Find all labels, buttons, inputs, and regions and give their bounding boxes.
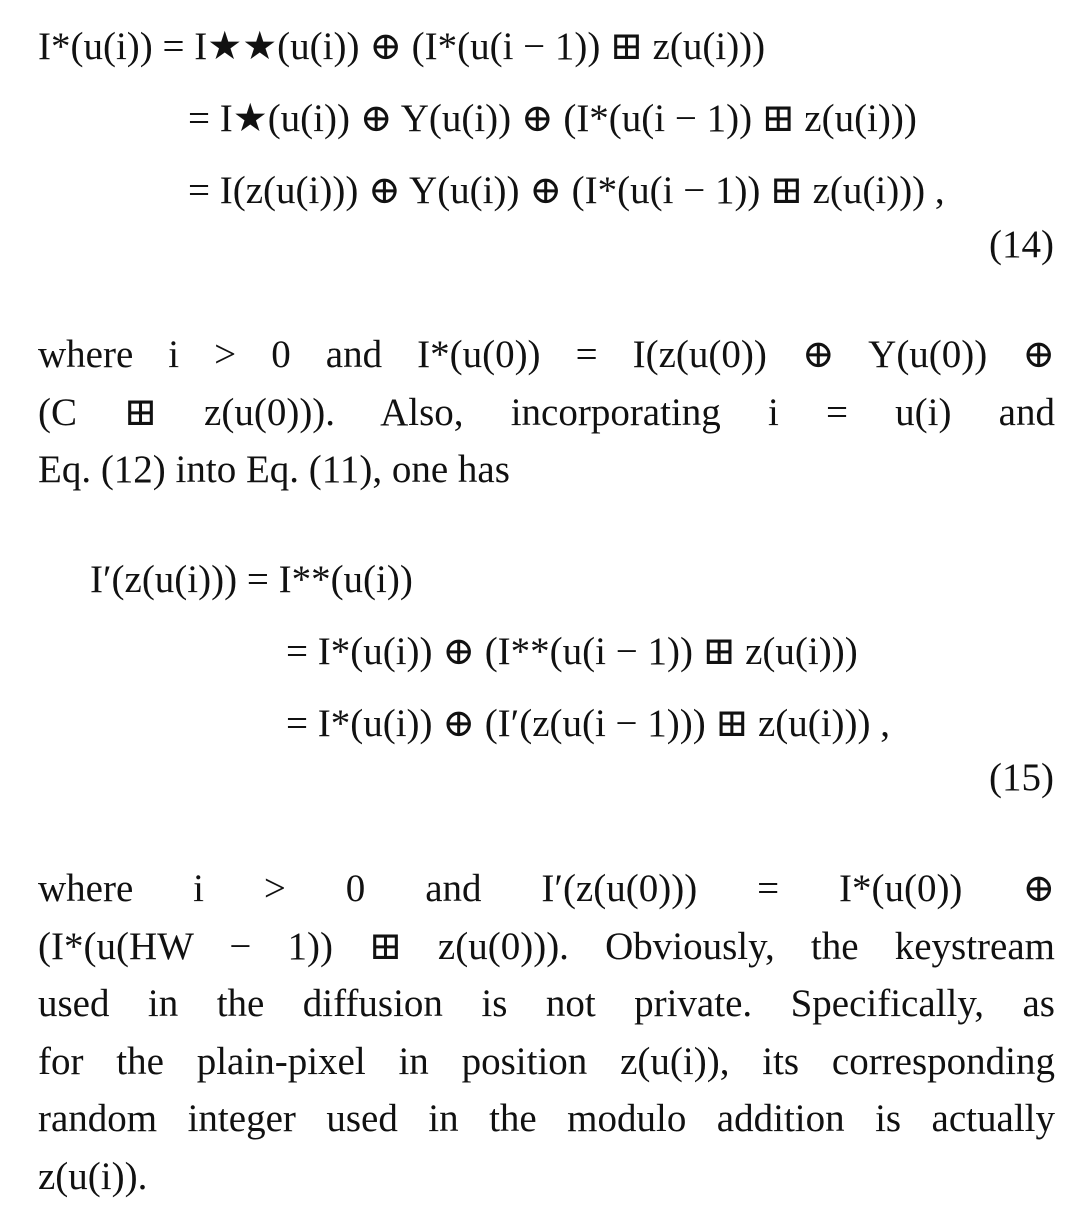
paragraph-2-line-3: used in the diffusion is not private. Specifically, as bbox=[38, 982, 1055, 1025]
equation-15-line-3: = I*(u(i)) ⊕ (I′(z(u(i − 1))) ⊞ z(u(i))) , bbox=[286, 702, 891, 745]
paragraph-1 bbox=[38, 326, 1055, 499]
equation-15-number: (15) bbox=[989, 756, 1054, 799]
equation-14-number: (14) bbox=[989, 223, 1054, 266]
paragraph-2-line-6: z(u(i)). bbox=[38, 1154, 148, 1198]
paragraph-2-line-1: where i > 0 and I′(z(u(0))) = I*(u(0)) ⊕ bbox=[38, 867, 1055, 910]
paragraph-1-line-2: (C ⊞ z(u(0))). Also, incorporating i = u(i) and bbox=[38, 390, 1055, 434]
paragraph-2-line-5: random integer used in the modulo addition is actually bbox=[38, 1097, 1055, 1140]
equation-14-line-3: = I(z(u(i))) ⊕ Y(u(i)) ⊕ (I*(u(i − 1)) ⊞ z(u(i))) , bbox=[188, 169, 945, 212]
paragraph-1-line-3: Eq. (12) into Eq. (11), one has bbox=[38, 448, 510, 491]
paragraph-2-line-2: (I*(u(HW − 1)) ⊞ z(u(0))). Obviously, the keystream bbox=[38, 924, 1055, 968]
paragraph-2-line-4: for the plain-pixel in position z(u(i)), its corresponding bbox=[38, 1039, 1055, 1083]
equation-14-line-2: = I★(u(i)) ⊕ Y(u(i)) ⊕ (I*(u(i − 1)) ⊞ z(u(i))) bbox=[188, 97, 917, 140]
equation-15-line-2: = I*(u(i)) ⊕ (I**(u(i − 1)) ⊞ z(u(i))) bbox=[286, 630, 858, 673]
equation-15-line-1: I′(z(u(i))) = I**(u(i)) bbox=[90, 558, 413, 601]
equation-14-line-1: I*(u(i)) = I★★(u(i)) ⊕ (I*(u(i − 1)) ⊞ z(u(i))) bbox=[38, 25, 766, 68]
paragraph-1-line-1: where i > 0 and I*(u(0)) = I(z(u(0)) ⊕ Y(u(0)) ⊕ bbox=[38, 333, 1055, 376]
paragraph-2 bbox=[38, 860, 1055, 1205]
